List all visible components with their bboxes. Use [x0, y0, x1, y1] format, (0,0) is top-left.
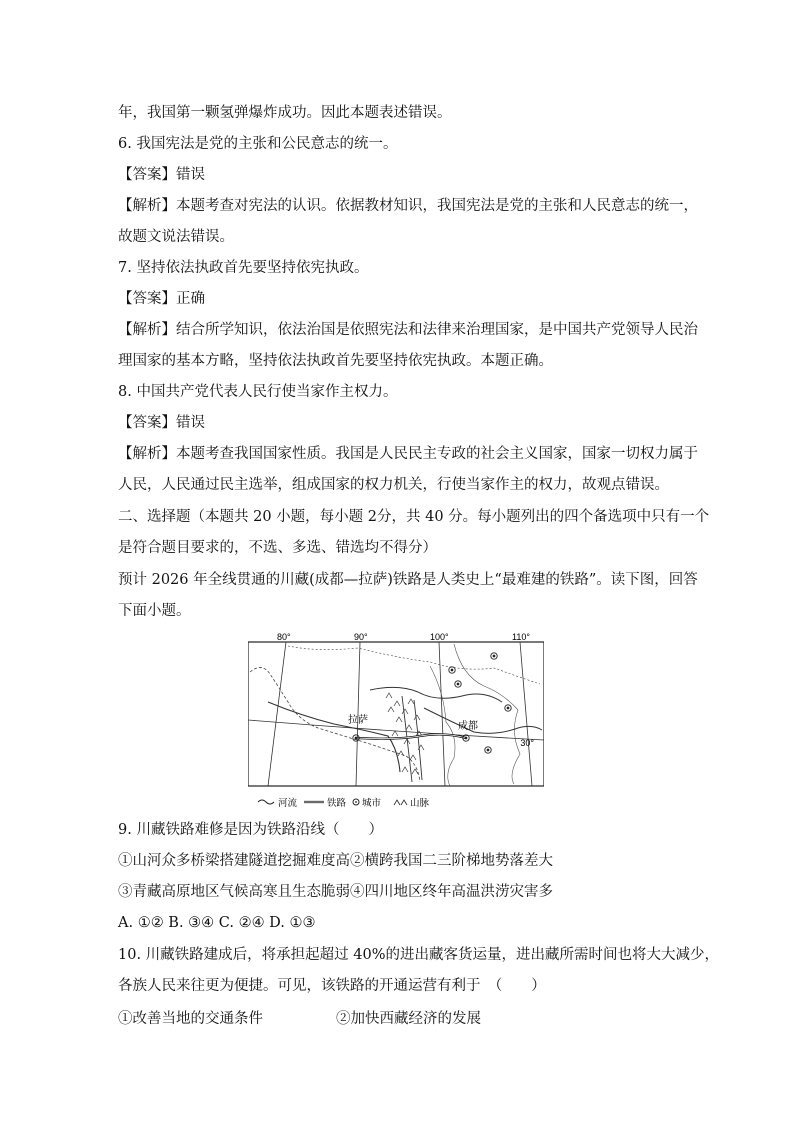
question-9: 9. 川藏铁路难修是因为铁路沿线（ ） [118, 822, 383, 838]
section-heading: 二、选择题（本题共 20 小题，每小题 2分，共 40 分。每小题列出的四个备选项中只有一个 [118, 509, 710, 525]
legend-city: 城市 [362, 798, 382, 809]
question-9-options: ①山河众多桥梁搭建隧道挖掘难度高②横跨我国二三阶梯地势落差大 [118, 853, 553, 869]
analysis-text: 结合所学知识，依法治国是依照宪法和法律来治理国家，是中国共产党领导人民治 [176, 322, 698, 338]
analysis-8 [118, 444, 698, 464]
answer-8 [118, 413, 205, 433]
lon-label: 110° [512, 632, 530, 642]
question-8: 8. 中国共产党代表人民行使当家作主权力。 [118, 384, 398, 400]
text-line: 年，我国第一颗氢弹爆炸成功。因此本题表述错误。 [118, 105, 452, 121]
answer-tag: 【答案】 [118, 167, 176, 183]
analysis-text: 本题考查对宪法的认识。依据教材知识，我国宪法是党的主张和人民意志的统一， [176, 198, 698, 214]
legend-rail: 铁路 [327, 798, 347, 809]
analysis-tag: 【解析】 [118, 446, 176, 462]
answer-tag: 【答案】 [118, 291, 176, 307]
question-6: 6. 我国宪法是党的主张和公民意志的统一。 [118, 136, 398, 152]
material-intro: 预计 2026 年全线贯通的川藏(成都—拉萨)铁路是人类史上“最难建的铁路”。读下图，回答 [118, 572, 698, 588]
lon-label: 100° [430, 632, 449, 642]
answer-value: 正确 [176, 291, 205, 307]
text-line: 是符合题目要求的，不选、多选、错选均不得分） [118, 540, 437, 556]
legend-river: 河流 [278, 798, 298, 809]
legend-mountain: 山脉 [410, 798, 430, 809]
map-legend [258, 797, 430, 809]
answer-value: 错误 [176, 415, 205, 431]
text-line: 下面小题。 [118, 603, 191, 619]
lat-label: 30° [520, 738, 534, 748]
question-9-options: ③青藏高原地区气候高寒且生态脆弱④四川地区终年高温洪涝灾害多 [118, 884, 553, 900]
analysis-tag: 【解析】 [118, 198, 176, 214]
analysis-7 [118, 320, 698, 340]
text-line: 各族人民来往更为便捷。可见，该铁路的开通运营有利于 （ ） [118, 978, 546, 994]
question-10: 10. 川藏铁路建成后，将承担起超过 40%的进出藏客货运量，进出藏所需时间也将大大减少， [118, 947, 720, 963]
city-label-lhasa: 拉萨 [348, 715, 368, 726]
text-line: 理国家的基本方略，坚持依法执政首先要坚持依宪执政。本题正确。 [118, 353, 553, 369]
analysis-tag: 【解析】 [118, 322, 176, 338]
answer-value: 错误 [176, 167, 205, 183]
question-9-answers: A. ①② B. ③④ C. ②④ D. ①③ [118, 915, 316, 931]
question-10-option-2: ②加快西藏经济的发展 [336, 1011, 481, 1027]
text-line: 人民，人民通过民主选举，组成国家的权力机关，行使当家作主的权力，故观点错误。 [118, 477, 669, 493]
answer-7 [118, 289, 205, 309]
question-7: 7. 坚持依法执政首先要坚持依宪执政。 [118, 260, 369, 276]
answer-tag: 【答案】 [118, 415, 176, 431]
analysis-text: 本题考查我国国家性质。我国是人民民主专政的社会主义国家，国家一切权力属于 [176, 446, 698, 462]
sichuan-tibet-railway-map [248, 632, 544, 810]
analysis-6 [118, 196, 698, 216]
lon-label: 90° [354, 632, 368, 642]
text-line: 故题文说法错误。 [118, 229, 234, 245]
lon-label: 80° [277, 632, 291, 642]
answer-6 [118, 165, 205, 185]
city-label-chengdu: 成都 [458, 721, 478, 732]
map-frame [248, 642, 544, 786]
question-10-option-1: ①改善当地的交通条件 [118, 1011, 263, 1027]
